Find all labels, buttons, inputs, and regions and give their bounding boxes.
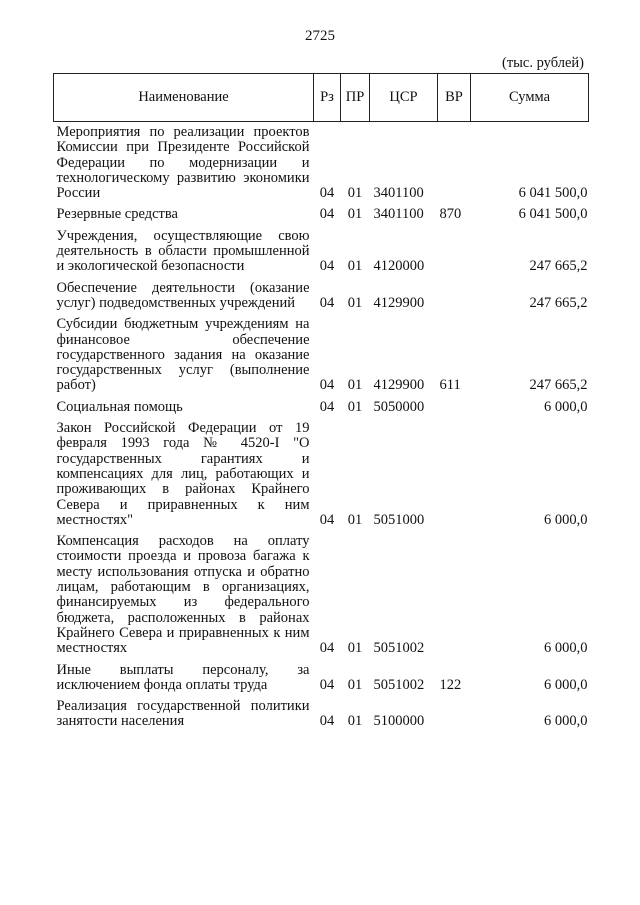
row-name-cell: Реализация государственной политики занятости населения bbox=[56, 698, 310, 730]
row-rz-cell: 04 bbox=[319, 258, 335, 275]
budget-table bbox=[53, 73, 589, 730]
row-pr-cell: 01 bbox=[347, 206, 363, 223]
column-header-vr: ВР bbox=[438, 74, 471, 122]
row-pr-cell: 01 bbox=[347, 676, 363, 693]
row-name-cell: Мероприятия по реализации проектов Комиссии при Президенте Российской Федерации по модернизации и технологическому развитию экономики России bbox=[56, 124, 310, 202]
row-sum-cell: 6 000,0 bbox=[544, 511, 588, 528]
row-pr-cell: 01 bbox=[347, 185, 363, 202]
row-pr-cell: 01 bbox=[347, 713, 363, 730]
row-pr-cell: 01 bbox=[347, 377, 363, 394]
column-header-name: Наименование bbox=[54, 74, 314, 122]
row-csr-cell: 5051000 bbox=[373, 511, 425, 528]
row-vr-cell bbox=[438, 693, 471, 730]
row-rz-cell: 04 bbox=[319, 377, 335, 394]
row-csr-cell: 4129900 bbox=[373, 294, 425, 311]
row-csr-cell: 5051002 bbox=[373, 640, 425, 657]
row-sum-cell: 6 000,0 bbox=[544, 713, 588, 730]
row-sum-cell: 6 000,0 bbox=[544, 640, 588, 657]
column-header-pr: ПР bbox=[341, 74, 370, 122]
row-vr-cell bbox=[438, 275, 471, 312]
table-row bbox=[54, 275, 589, 312]
row-csr-cell: 5100000 bbox=[373, 713, 425, 730]
units-caption: (тыс. рублей) bbox=[502, 55, 584, 71]
row-rz-cell: 04 bbox=[319, 185, 335, 202]
table-row bbox=[54, 693, 589, 730]
row-rz-cell: 04 bbox=[319, 640, 335, 657]
row-name-cell: Обеспечение деятельности (оказание услуг) подведомственных учреждений bbox=[56, 279, 310, 311]
row-rz-cell: 04 bbox=[319, 676, 335, 693]
row-pr-cell: 01 bbox=[347, 398, 363, 415]
row-name-cell: Иные выплаты персоналу, за исключением фонда оплаты труда bbox=[56, 661, 310, 693]
row-rz-cell: 04 bbox=[319, 511, 335, 528]
table-row bbox=[54, 415, 589, 528]
table-row bbox=[54, 657, 589, 694]
row-sum-cell: 6 000,0 bbox=[544, 676, 588, 693]
row-pr-cell: 01 bbox=[347, 258, 363, 275]
row-name-cell: Субсидии бюджетным учреждениям на финансовое обеспечение государственного задания на оказание государственных услуг (выполнение работ) bbox=[56, 316, 310, 394]
row-sum-cell: 6 000,0 bbox=[544, 398, 588, 415]
row-csr-cell: 3401100 bbox=[373, 206, 424, 223]
row-csr-cell: 4120000 bbox=[373, 258, 425, 275]
row-rz-cell: 04 bbox=[319, 294, 335, 311]
table-row bbox=[54, 201, 589, 222]
row-rz-cell: 04 bbox=[319, 206, 335, 223]
row-csr-cell: 4129900 bbox=[373, 377, 425, 394]
row-csr-cell: 5050000 bbox=[373, 398, 425, 415]
row-vr-cell: 122 bbox=[439, 676, 462, 693]
table-row bbox=[54, 528, 589, 656]
table-row bbox=[54, 122, 589, 202]
row-name-cell: Компенсация расходов на оплату стоимости проезда и провоза багажа к месту использования отпуска и обратно лицам, работающим в организациях, финансируемых из федерального бюджета, расположенных в районах Крайнего Севера и приравненных к ним местностях bbox=[56, 533, 310, 657]
row-sum-cell: 6 041 500,0 bbox=[518, 185, 588, 202]
row-vr-cell bbox=[438, 415, 471, 528]
table-header bbox=[54, 74, 589, 122]
row-vr-cell bbox=[438, 528, 471, 656]
row-vr-cell bbox=[438, 394, 471, 415]
row-sum-cell: 247 665,2 bbox=[529, 258, 588, 275]
column-header-csr: ЦСР bbox=[370, 74, 438, 122]
row-rz-cell: 04 bbox=[319, 398, 335, 415]
row-csr-cell: 5051002 bbox=[373, 676, 425, 693]
row-pr-cell: 01 bbox=[347, 640, 363, 657]
table-row bbox=[54, 311, 589, 393]
table-row bbox=[54, 394, 589, 415]
row-name-cell: Закон Российской Федерации от 19 февраля 1993 года № 4520-I "О государственных гарантиях и компенсациях для лиц, работающих и проживающих в районах Крайнего Севера и приравненных к ним местностях" bbox=[56, 420, 310, 528]
row-vr-cell bbox=[438, 122, 471, 202]
row-vr-cell: 870 bbox=[439, 206, 462, 223]
row-csr-cell: 3401100 bbox=[373, 185, 424, 202]
row-pr-cell: 01 bbox=[347, 294, 363, 311]
row-name-cell: Резервные средства bbox=[56, 206, 178, 223]
table-row bbox=[54, 223, 589, 275]
row-sum-cell: 247 665,2 bbox=[529, 294, 588, 311]
table-body bbox=[54, 122, 589, 730]
row-sum-cell: 6 041 500,0 bbox=[518, 206, 588, 223]
row-name-cell: Социальная помощь bbox=[56, 398, 183, 415]
row-vr-cell: 611 bbox=[439, 377, 461, 394]
page-number: 2725 bbox=[305, 28, 335, 44]
column-header-sum: Сумма bbox=[471, 74, 589, 122]
row-rz-cell: 04 bbox=[319, 713, 335, 730]
row-name-cell: Учреждения, осуществляющие свою деятельность в области промышленной и экологической безопасности bbox=[56, 227, 310, 275]
row-sum-cell: 247 665,2 bbox=[529, 377, 588, 394]
column-header-rz: Рз bbox=[314, 74, 341, 122]
row-pr-cell: 01 bbox=[347, 511, 363, 528]
row-vr-cell bbox=[438, 223, 471, 275]
